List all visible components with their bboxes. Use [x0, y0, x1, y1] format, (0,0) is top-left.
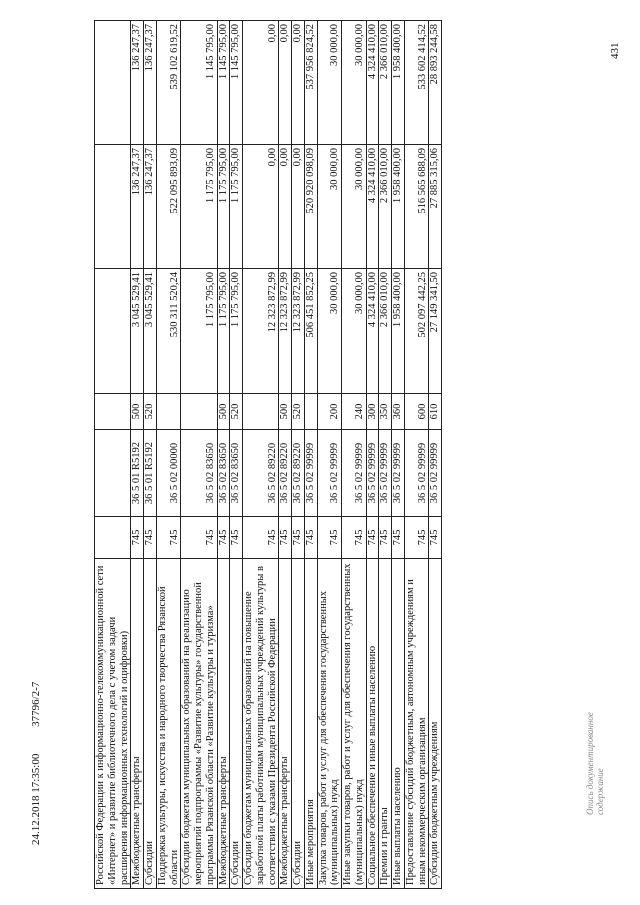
table-row — [230, 21, 243, 889]
sum-2019-cell: 502 097 442,25 — [404, 269, 429, 394]
table-row — [317, 21, 342, 889]
sum-2021-cell: 0,00 — [292, 21, 305, 145]
sum-2020-cell: 1 175 795,00 — [181, 145, 217, 269]
sum-2020-cell: 30 000,00 — [317, 145, 342, 269]
sum-2021-cell: 1 145 795,00 — [230, 21, 243, 145]
code-cell: 36 5 01 R5192 — [131, 430, 144, 517]
sum-2019-cell: 1 175 795,00 — [230, 269, 243, 394]
table-row — [292, 21, 305, 889]
sum-2019-cell: 30 000,00 — [317, 269, 342, 394]
sum-2021-cell: 4 324 410,00 — [366, 21, 379, 145]
vr-cell: 360 — [392, 394, 405, 430]
code-cell: 36 5 02 99999 — [317, 430, 342, 517]
ministry-cell: 745 — [392, 517, 405, 559]
item-name-cell: Субсидии — [144, 559, 157, 889]
ministry-cell: 745 — [181, 517, 217, 559]
table-row — [181, 21, 217, 889]
sum-2020-cell: 1 958 400,00 — [392, 145, 405, 269]
item-name-cell: Предоставление субсидий бюджетным, автономным учреждениям и иным некоммерческим организациям — [404, 559, 429, 889]
ministry-cell: 745 — [156, 517, 181, 559]
sum-2019-cell — [95, 269, 131, 394]
table-row — [404, 21, 429, 889]
vr-cell — [156, 394, 181, 430]
item-name-cell: Межбюджетные трансферты — [217, 559, 230, 889]
sum-2021-cell: 0,00 — [279, 21, 292, 145]
item-name-cell: Поддержка культуры, искусства и народного творчества Рязанской области — [156, 559, 181, 889]
code-cell: 36 5 01 R5192 — [144, 430, 157, 517]
sum-2019-cell: 1 175 795,00 — [181, 269, 217, 394]
sum-2020-cell: 0,00 — [243, 145, 279, 269]
sum-2021-cell — [95, 21, 131, 145]
sum-2019-cell: 12 323 872,99 — [292, 269, 305, 394]
sum-2021-cell: 1 145 795,00 — [181, 21, 217, 145]
sum-2020-cell: 520 920 098,09 — [304, 145, 317, 269]
sum-2021-cell: 539 102 619,52 — [156, 21, 181, 145]
sum-2019-cell: 1 958 400,00 — [392, 269, 405, 394]
item-name-cell: Премии и гранты — [379, 559, 392, 889]
code-cell: 36 5 02 89220 — [292, 430, 305, 517]
ministry-cell: 745 — [230, 517, 243, 559]
table-row — [243, 21, 279, 889]
vr-cell — [304, 394, 317, 430]
table-row — [342, 21, 367, 889]
table-row — [131, 21, 144, 889]
table-row — [217, 21, 230, 889]
code-cell: 36 5 02 99999 — [429, 430, 442, 517]
vr-cell — [243, 394, 279, 430]
sum-2021-cell: 2 366 010,00 — [379, 21, 392, 145]
item-name-cell: Субсидии — [292, 559, 305, 889]
item-name-cell: Субсидии — [230, 559, 243, 889]
sum-2019-cell: 3 045 529,41 — [131, 269, 144, 394]
item-name-cell: Межбюджетные трансферты — [131, 559, 144, 889]
sum-2019-cell: 506 451 852,25 — [304, 269, 317, 394]
vr-cell: 200 — [317, 394, 342, 430]
sum-2020-cell: 2 366 010,00 — [379, 145, 392, 269]
vr-cell: 300 — [366, 394, 379, 430]
table-row — [366, 21, 379, 889]
vr-cell — [181, 394, 217, 430]
budget-table — [94, 20, 442, 889]
code-cell: 36 5 02 99999 — [379, 430, 392, 517]
item-name-cell: Субсидии бюджетным учреждениям — [429, 559, 442, 889]
sum-2020-cell: 1 175 795,00 — [230, 145, 243, 269]
code-cell: 36 5 02 99999 — [404, 430, 429, 517]
footer-timestamp: 24.12.2018 17:35:00 — [30, 753, 42, 845]
sum-2020-cell: 30 000,00 — [342, 145, 367, 269]
sum-2020-cell: 1 175 795,00 — [217, 145, 230, 269]
vr-cell — [95, 394, 131, 430]
ministry-cell: 745 — [379, 517, 392, 559]
table-row — [392, 21, 405, 889]
item-name-cell: Закупка товаров, работ и услуг для обеспечения государственных (муниципальных) нужд — [317, 559, 342, 889]
ministry-cell: 745 — [429, 517, 442, 559]
sum-2021-cell: 537 956 824,52 — [304, 21, 317, 145]
sum-2021-cell: 28 893 244,58 — [429, 21, 442, 145]
footer — [30, 658, 42, 845]
code-cell: 36 5 02 89220 — [279, 430, 292, 517]
sum-2019-cell: 30 000,00 — [342, 269, 367, 394]
vr-cell: 500 — [279, 394, 292, 430]
sum-2020-cell: 0,00 — [292, 145, 305, 269]
sum-2021-cell: 136 247,37 — [131, 21, 144, 145]
vr-cell: 610 — [429, 394, 442, 430]
ministry-cell — [95, 517, 131, 559]
sum-2020-cell: 516 565 688,09 — [404, 145, 429, 269]
sum-2019-cell: 27 149 341,50 — [429, 269, 442, 394]
item-name-cell: Межбюджетные трансферты — [279, 559, 292, 889]
code-cell: 36 5 02 99999 — [304, 430, 317, 517]
sum-2019-cell: 12 323 872,99 — [279, 269, 292, 394]
sum-2021-cell: 1 145 795,00 — [217, 21, 230, 145]
item-name-cell: Иные мероприятия — [304, 559, 317, 889]
sum-2020-cell — [95, 145, 131, 269]
sum-2020-cell: 522 095 893,09 — [156, 145, 181, 269]
sum-2019-cell: 4 324 410,00 — [366, 269, 379, 394]
code-cell: 36 5 02 99999 — [342, 430, 367, 517]
table-row — [379, 21, 392, 889]
table-row — [304, 21, 317, 889]
ministry-cell: 745 — [217, 517, 230, 559]
sum-2020-cell: 27 885 315,06 — [429, 145, 442, 269]
code-cell: 36 5 02 83650 — [217, 430, 230, 517]
sum-2021-cell: 533 602 414,52 — [404, 21, 429, 145]
sum-2019-cell: 3 045 529,41 — [144, 269, 157, 394]
vr-cell: 240 — [342, 394, 367, 430]
vr-cell: 500 — [217, 394, 230, 430]
ministry-cell: 745 — [144, 517, 157, 559]
ministry-cell: 745 — [279, 517, 292, 559]
sum-2019-cell: 2 366 010,00 — [379, 269, 392, 394]
ministry-cell: 745 — [342, 517, 367, 559]
sum-2020-cell: 0,00 — [279, 145, 292, 269]
table-row — [95, 21, 131, 889]
sum-2021-cell: 30 000,00 — [342, 21, 367, 145]
vr-cell: 500 — [131, 394, 144, 430]
vr-cell: 600 — [404, 394, 429, 430]
code-cell — [95, 430, 131, 517]
item-name-cell: Социальное обеспечение и иные выплаты населению — [366, 559, 379, 889]
item-name-cell: Иные выплаты населению — [392, 559, 405, 889]
ministry-cell: 745 — [131, 517, 144, 559]
sum-2021-cell: 30 000,00 — [317, 21, 342, 145]
ministry-cell: 745 — [404, 517, 429, 559]
table-row — [156, 21, 181, 889]
vr-cell: 520 — [144, 394, 157, 430]
table-row — [429, 21, 442, 889]
vr-cell: 520 — [292, 394, 305, 430]
code-cell: 36 5 02 83650 — [230, 430, 243, 517]
stamp-watermark: Опись документированное содержание — [585, 712, 605, 815]
ministry-cell: 745 — [304, 517, 317, 559]
item-name-cell: Субсидии бюджетам муниципальных образований на реализацию мероприятий подпрограммы «Развитие культуры» государственной программы Рязанской области «Развитие культуры и туризма» — [181, 559, 217, 889]
ministry-cell: 745 — [243, 517, 279, 559]
sum-2020-cell: 136 247,37 — [144, 145, 157, 269]
sum-2021-cell: 136 247,37 — [144, 21, 157, 145]
item-name-cell: Российской Федерации к информационно-телекоммуникационной сети «Интернет» и развитие библиотечного дела с учетом задачи расширения информационных технологий и оцифровки) — [95, 559, 131, 889]
item-name-cell: Субсидии бюджетам муниципальных образований на повышение заработной платы работникам муниципальных учреждений культуры в соответствии с указами Президента Российской Федерации — [243, 559, 279, 889]
page-number: 431 — [609, 42, 621, 59]
table-row — [144, 21, 157, 889]
footer-doc-id: 37796/2-7 — [30, 681, 42, 727]
code-cell: 36 5 02 83650 — [181, 430, 217, 517]
vr-cell: 520 — [230, 394, 243, 430]
ministry-cell: 745 — [292, 517, 305, 559]
sum-2021-cell: 0,00 — [243, 21, 279, 145]
sum-2019-cell: 12 323 872,99 — [243, 269, 279, 394]
vr-cell: 350 — [379, 394, 392, 430]
sum-2020-cell: 4 324 410,00 — [366, 145, 379, 269]
code-cell: 36 5 02 99999 — [366, 430, 379, 517]
sum-2020-cell: 136 247,37 — [131, 145, 144, 269]
budget-table-body — [95, 21, 442, 889]
item-name-cell: Иные закупки товаров, работ и услуг для обеспечения государственных (муниципальных) нужд — [342, 559, 367, 889]
ministry-cell: 745 — [366, 517, 379, 559]
code-cell: 36 5 02 99999 — [392, 430, 405, 517]
sum-2021-cell: 1 958 400,00 — [392, 21, 405, 145]
code-cell: 36 5 02 89220 — [243, 430, 279, 517]
sum-2019-cell: 530 311 520,24 — [156, 269, 181, 394]
sum-2019-cell: 1 175 795,00 — [217, 269, 230, 394]
table-row — [279, 21, 292, 889]
ministry-cell: 745 — [317, 517, 342, 559]
code-cell: 36 5 02 00000 — [156, 430, 181, 517]
